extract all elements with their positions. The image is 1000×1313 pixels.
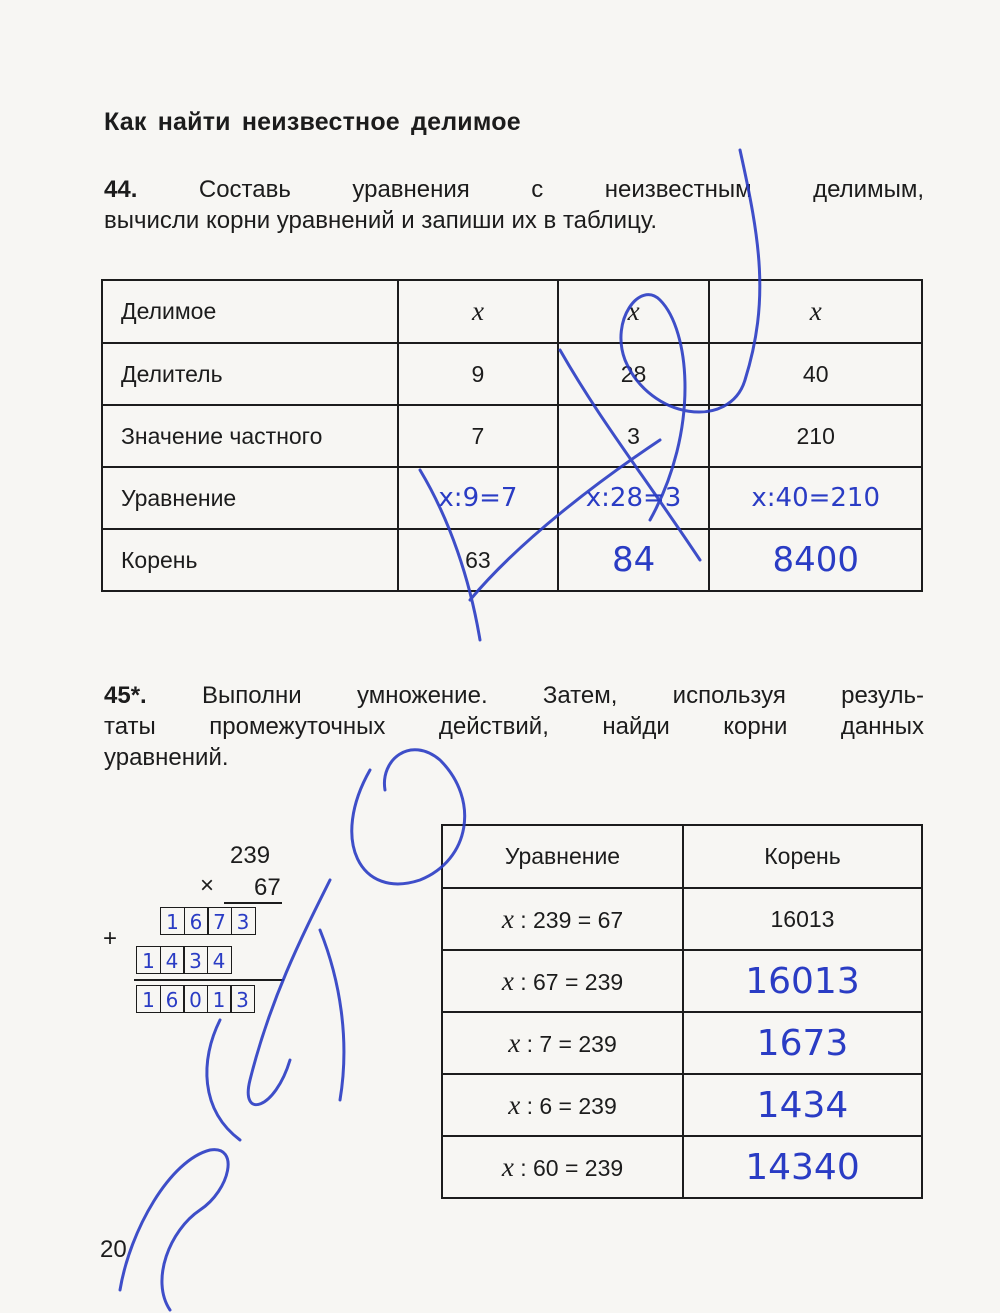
plus-sign: + xyxy=(103,925,118,952)
table-row xyxy=(442,950,922,1012)
digit-cell: 1 xyxy=(207,985,232,1013)
equation-text: : 6 = 239 xyxy=(520,1092,617,1119)
table-row-dividend xyxy=(102,280,922,343)
equation-text: : 60 = 239 xyxy=(513,1154,624,1181)
table-cell: 3 xyxy=(558,405,710,467)
variable-x: x xyxy=(508,1027,521,1058)
table-cell: 40 xyxy=(709,343,922,405)
multiply-underline xyxy=(224,902,282,904)
multiplier: 67 xyxy=(254,874,281,901)
task-45-line-2: таты промежуточных действий, найди корни данных xyxy=(104,713,924,740)
task-44-text xyxy=(104,174,924,236)
table-header-row xyxy=(442,825,922,888)
table-cell: 210 xyxy=(709,405,922,467)
digit-cell: 3 xyxy=(230,985,255,1013)
handwritten-root: 16013 xyxy=(683,950,922,1012)
task-45-line-1: Выполни умножение. Затем, используя резуль- xyxy=(201,682,925,709)
equation-text: : 239 = 67 xyxy=(513,906,624,933)
variable-x: x xyxy=(501,965,514,996)
header-root: Корень xyxy=(683,825,922,888)
sum-underline xyxy=(134,979,284,981)
digit-cell: 0 xyxy=(183,985,208,1013)
variable-x: x xyxy=(508,1089,521,1120)
task-45-line-3: уравнений. xyxy=(104,744,229,771)
handwritten-root: 8400 xyxy=(709,529,922,591)
partial-product-1 xyxy=(160,907,254,935)
row-label: Уравнение xyxy=(102,467,398,529)
equation-cell xyxy=(442,950,683,1012)
digit-cell: 1 xyxy=(136,985,161,1013)
table-row-root xyxy=(102,529,922,591)
root-cell: 16013 xyxy=(683,888,922,950)
table-cell: 63 xyxy=(398,529,558,591)
variable-x: x xyxy=(501,903,514,934)
table-row-divisor xyxy=(102,343,922,405)
equation-cell xyxy=(442,888,683,950)
handwritten-equation: x:40=210 xyxy=(709,467,922,529)
page-number: 20 xyxy=(100,1236,127,1263)
digit-cell: 3 xyxy=(231,907,256,935)
table-row xyxy=(442,888,922,950)
table-cell: 9 xyxy=(398,343,558,405)
equation-text: : 67 = 239 xyxy=(513,968,624,995)
table-cell: 7 xyxy=(398,405,558,467)
digit-cell: 1 xyxy=(160,907,185,935)
header-equation: Уравнение xyxy=(442,825,683,888)
row-label: Значение частного xyxy=(102,405,398,467)
table-row xyxy=(442,1136,922,1198)
table-cell: x xyxy=(558,280,710,343)
task-45-number: 45*. xyxy=(104,682,147,709)
table-row-quotient xyxy=(102,405,922,467)
section-heading: Как найти неизвестное делимое xyxy=(104,108,521,136)
multiplicand: 239 xyxy=(230,842,271,869)
table-row xyxy=(442,1074,922,1136)
task-45-text xyxy=(104,680,924,773)
handwritten-equation: x:9=7 xyxy=(398,467,558,529)
digit-cell: 3 xyxy=(183,946,208,974)
equation-cell xyxy=(442,1012,683,1074)
equation-cell xyxy=(442,1136,683,1198)
row-label: Делимое xyxy=(102,280,398,343)
handwritten-root: 1434 xyxy=(683,1074,922,1136)
digit-cell: 6 xyxy=(184,907,209,935)
multiply-sign: × xyxy=(200,872,215,899)
task-44-number: 44. xyxy=(104,176,138,203)
digit-cell: 4 xyxy=(160,946,185,974)
task-44-line-1: Составь уравнения с неизвестным делимым, xyxy=(198,176,925,203)
handwritten-root: 84 xyxy=(558,529,710,591)
table-45 xyxy=(441,824,923,1199)
digit-cell: 1 xyxy=(136,946,161,974)
equation-text: : 7 = 239 xyxy=(520,1030,617,1057)
equation-cell xyxy=(442,1074,683,1136)
row-label: Делитель xyxy=(102,343,398,405)
handwritten-root: 1673 xyxy=(683,1012,922,1074)
table-row xyxy=(442,1012,922,1074)
handwritten-equation: x:28=3 xyxy=(558,467,710,529)
table-row-equation xyxy=(102,467,922,529)
table-cell: x xyxy=(398,280,558,343)
digit-cell: 7 xyxy=(207,907,232,935)
task-44-line-2: вычисли корни уравнений и запиши их в таблицу. xyxy=(104,207,658,234)
table-cell: x xyxy=(709,280,922,343)
variable-x: x xyxy=(501,1151,514,1182)
final-product xyxy=(136,985,254,1013)
handwritten-root: 14340 xyxy=(683,1136,922,1198)
digit-cell: 6 xyxy=(160,985,185,1013)
row-label: Корень xyxy=(102,529,398,591)
table-44 xyxy=(101,279,923,592)
table-cell: 28 xyxy=(558,343,710,405)
digit-cell: 4 xyxy=(207,946,232,974)
partial-product-2 xyxy=(136,946,230,974)
